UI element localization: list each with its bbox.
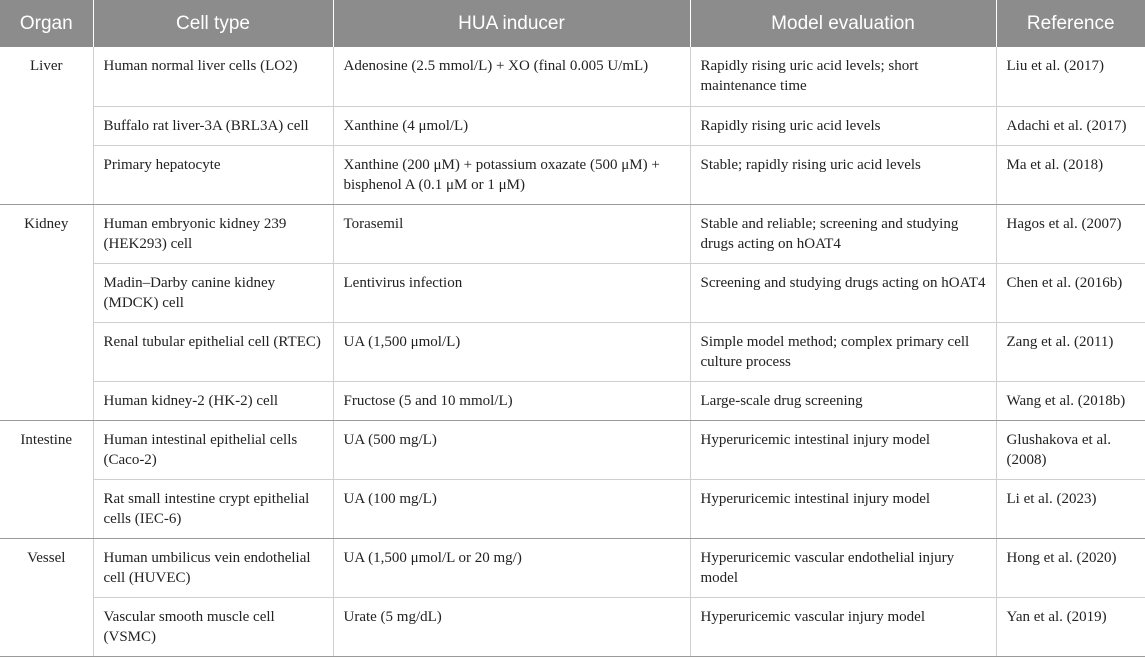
hua-inducer: Xanthine (200 μM) + potassium oxazate (500 μM) + bisphenol A (0.1 μM or 1 μM) (333, 145, 690, 204)
model-evaluation: Large-scale drug screening (690, 381, 996, 420)
hua-inducer: UA (500 mg/L) (333, 420, 690, 479)
organ-cell-vessel: Vessel (0, 538, 93, 656)
hua-inducer: UA (1,500 μmol/L) (333, 322, 690, 381)
header-organ: Organ (0, 0, 93, 47)
model-evaluation: Hyperuricemic intestinal injury model (690, 420, 996, 479)
hua-inducer: UA (100 mg/L) (333, 479, 690, 538)
reference: Adachi et al. (2017) (996, 106, 1145, 145)
header-cell-type: Cell type (93, 0, 333, 47)
table-row (0, 381, 1145, 420)
cell-type: Human intestinal epithelial cells (Caco-2) (93, 420, 333, 479)
hua-inducer: UA (1,500 μmol/L or 20 mg/) (333, 538, 690, 597)
reference: Glushakova et al. (2008) (996, 420, 1145, 479)
table-row (0, 145, 1145, 204)
cell-type: Primary hepatocyte (93, 145, 333, 204)
header-hua-inducer: HUA inducer (333, 0, 690, 47)
organ-cell-intestine: Intestine (0, 420, 93, 538)
model-evaluation: Simple model method; complex primary cell culture process (690, 322, 996, 381)
hua-inducer: Lentivirus infection (333, 263, 690, 322)
model-evaluation: Stable and reliable; screening and studying drugs acting on hOAT4 (690, 204, 996, 263)
model-evaluation: Hyperuricemic vascular endothelial injury model (690, 538, 996, 597)
reference: Hong et al. (2020) (996, 538, 1145, 597)
table-row (0, 597, 1145, 656)
table-row (0, 204, 1145, 263)
cell-type: Buffalo rat liver-3A (BRL3A) cell (93, 106, 333, 145)
reference: Hagos et al. (2007) (996, 204, 1145, 263)
hua-inducer: Adenosine (2.5 mmol/L) + XO (final 0.005 U/mL) (333, 47, 690, 106)
model-evaluation: Hyperuricemic vascular injury model (690, 597, 996, 656)
cell-type: Human normal liver cells (LO2) (93, 47, 333, 106)
header-model-evaluation: Model evaluation (690, 0, 996, 47)
table-row (0, 47, 1145, 106)
table-row (0, 479, 1145, 538)
organ-cell-liver: Liver (0, 47, 93, 204)
table-row (0, 106, 1145, 145)
reference: Liu et al. (2017) (996, 47, 1145, 106)
cell-type: Renal tubular epithelial cell (RTEC) (93, 322, 333, 381)
model-evaluation: Stable; rapidly rising uric acid levels (690, 145, 996, 204)
model-evaluation: Rapidly rising uric acid levels (690, 106, 996, 145)
model-evaluation: Rapidly rising uric acid levels; short maintenance time (690, 47, 996, 106)
header-row (0, 0, 1145, 47)
cell-type: Human umbilicus vein endothelial cell (HUVEC) (93, 538, 333, 597)
hua-inducer: Fructose (5 and 10 mmol/L) (333, 381, 690, 420)
reference: Wang et al. (2018b) (996, 381, 1145, 420)
reference: Ma et al. (2018) (996, 145, 1145, 204)
reference: Zang et al. (2011) (996, 322, 1145, 381)
table-row (0, 263, 1145, 322)
reference: Li et al. (2023) (996, 479, 1145, 538)
table-row (0, 322, 1145, 381)
hua-inducer: Xanthine (4 μmol/L) (333, 106, 690, 145)
reference: Yan et al. (2019) (996, 597, 1145, 656)
cell-type: Madin–Darby canine kidney (MDCK) cell (93, 263, 333, 322)
header-reference: Reference (996, 0, 1145, 47)
model-evaluation: Screening and studying drugs acting on hOAT4 (690, 263, 996, 322)
table-body (0, 47, 1145, 656)
reference: Chen et al. (2016b) (996, 263, 1145, 322)
cell-type: Rat small intestine crypt epithelial cells (IEC-6) (93, 479, 333, 538)
table-row (0, 420, 1145, 479)
model-evaluation: Hyperuricemic intestinal injury model (690, 479, 996, 538)
cell-type: Vascular smooth muscle cell (VSMC) (93, 597, 333, 656)
table-row (0, 538, 1145, 597)
hua-inducer: Urate (5 mg/dL) (333, 597, 690, 656)
cell-type: Human embryonic kidney 239 (HEK293) cell (93, 204, 333, 263)
hua-inducer: Torasemil (333, 204, 690, 263)
table-header (0, 0, 1145, 47)
organ-cell-kidney: Kidney (0, 204, 93, 420)
cell-type: Human kidney-2 (HK-2) cell (93, 381, 333, 420)
